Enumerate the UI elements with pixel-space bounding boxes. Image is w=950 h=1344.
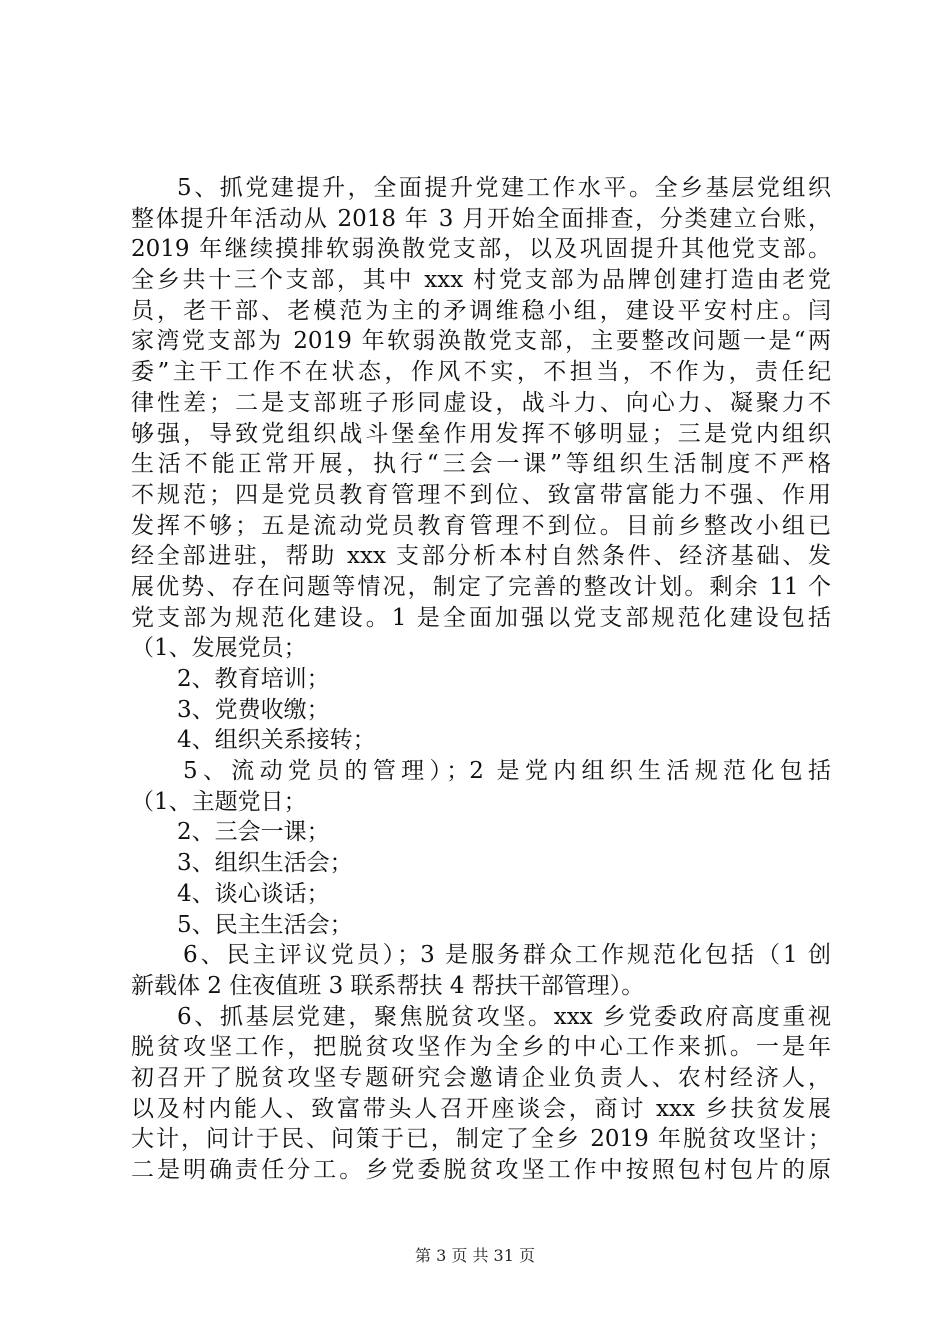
list-item: 4、组织关系接转； (177, 727, 376, 754)
paragraph-line: 初召开了脱贫攻坚专题研究会邀请企业负责人、农村经济人， (131, 1064, 831, 1091)
paragraph-line: 律性差；二是支部班子形同虚设，战斗力、向心力、凝聚力不 (131, 389, 831, 416)
paragraph-line: 家湾党支部为 2019 年软弱涣散党支部，主要整改问题一是“两 (131, 328, 831, 355)
paragraph-line: 脱贫攻坚工作，把脱贫攻坚作为全乡的中心工作来抓。一是年 (131, 1034, 831, 1061)
list-item: 2、三会一课； (177, 819, 330, 846)
paragraph-line: 以及村内能人、致富带头人召开座谈会，商讨 xxx 乡扶贫发展 (131, 1095, 831, 1122)
paragraph-line: 不规范；四是党员教育管理不到位、致富带富能力不强、作用 (131, 481, 831, 508)
paragraph-line: 全乡共十三个支部，其中 xxx 村党支部为品牌创建打造由老党 (131, 267, 831, 294)
paragraph-line: 6、抓基层党建，聚焦脱贫攻坚。xxx 乡党委政府高度重视 (177, 1003, 831, 1030)
list-item: 3、党费收缴； (177, 696, 330, 723)
list-item: 2、教育培训； (177, 666, 330, 692)
paragraph-line: 展优势、存在问题等情况，制定了完善的整改计划。剩余 11 个 (131, 573, 831, 600)
list-item: 3、组织生活会； (177, 850, 353, 877)
paragraph-line: 新载体 2 住夜值班 3 联系帮扶 4 帮扶干部管理）。 (131, 972, 645, 999)
paragraph-line: 大计，问计于民、问策于已，制定了全乡 2019 年脱贫攻坚计； (131, 1126, 831, 1153)
paragraph-line: 5、抓党建提升，全面提升党建工作水平。全乡基层党组织 (177, 175, 831, 201)
paragraph-line: 6、民主评议党员）；3 是服务群众工作规范化包括（1 创 (183, 942, 831, 969)
paragraph-line: （1、发展党员； (131, 635, 307, 662)
list-item: 4、谈心谈话； (177, 880, 330, 907)
list-item: 5、民主生活会； (177, 911, 353, 938)
paragraph-line: 2019 年继续摸排软弱涣散党支部，以及巩固提升其他党支部。 (131, 236, 831, 263)
paragraph-line: 党支部为规范化建设。1 是全面加强以党支部规范化建设包括 (131, 604, 831, 631)
paragraph-line: 发挥不够；五是流动党员教育管理不到位。目前乡整改小组已 (131, 512, 831, 539)
paragraph-line: （1、主题党日； (131, 788, 307, 815)
page-number-footer: 第 3 页 共 31 页 (415, 1246, 535, 1265)
paragraph-line: 员，老干部、老模范为主的矛调维稳小组，建设平安村庄。闫 (131, 297, 831, 324)
paragraph-line: 经全部进驻，帮助 xxx 支部分析本村自然条件、经济基础、发 (131, 543, 831, 570)
paragraph-line: 整体提升年活动从 2018 年 3 月开始全面排查，分类建立台账， (131, 205, 831, 232)
paragraph-line: 委”主干工作不在状态，作风不实，不担当，不作为，责任纪 (131, 359, 831, 386)
body-text (131, 173, 831, 1186)
paragraph-line: 生活不能正常开展，执行“三会一课”等组织生活制度不严格 (131, 451, 831, 478)
paragraph-line: 二是明确责任分工。乡党委脱贫攻坚工作中按照包村包片的原 (131, 1157, 831, 1183)
paragraph-line: 够强，导致党组织战斗堡垒作用发挥不够明显；三是党内组织 (131, 420, 831, 447)
paragraph-line: 5、流动党员的管理）；2 是党内组织生活规范化包括 (183, 758, 831, 785)
